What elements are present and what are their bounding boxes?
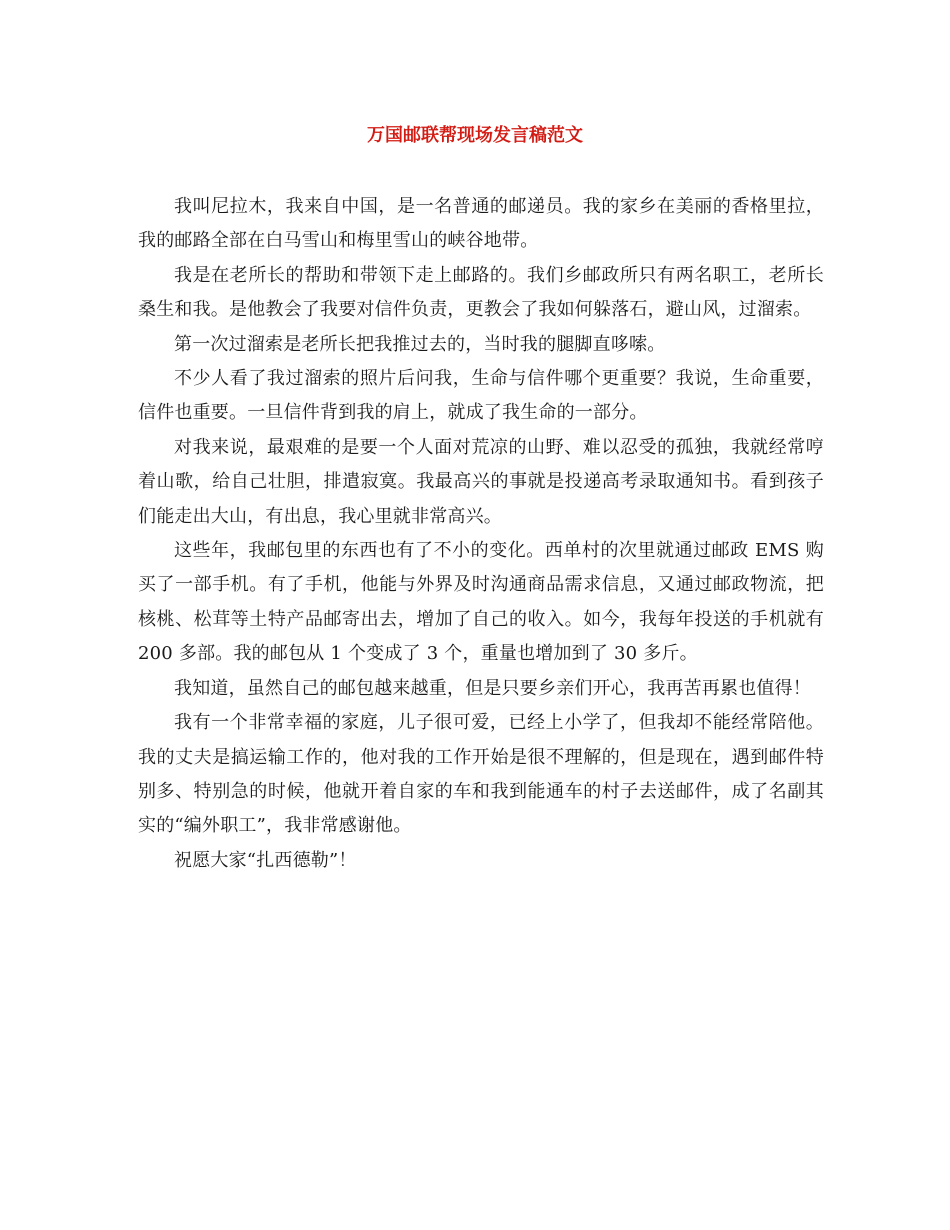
paragraph: 祝愿大家“扎西德勒”！ <box>174 849 357 871</box>
document-title: 万国邮联帮现场发言稿范文 <box>367 125 583 146</box>
paragraph: 对我来说，最艰难的是要一个人面对荒凉的山野、难以忍受的孤独，我就经常哼着山歌，给自己壮胆，排遣寂寞。我最高兴的事就是投递高考录取通知书。看到孩子们能走出大山，有出息，我心里就非常高兴。 <box>138 436 824 527</box>
paragraph: 我叫尼拉木，我来自中国，是一名普通的邮递员。我的家乡在美丽的香格里拉，我的邮路全部在白马雪山和梅里雪山的峡谷地带。 <box>138 196 824 252</box>
paragraph: 第一次过溜索是老所长把我推过去的，当时我的腿脚直哆嗦。 <box>174 333 666 355</box>
paragraph: 这些年，我邮包里的东西也有了不小的变化。西单村的次里就通过邮政 EMS 购买了一部手机。有了手机，他能与外界及时沟通商品需求信息，又通过邮政物流，把核桃、松茸等土特产品邮寄出去，增加了自己的收入。如今，我每年投送的手机就有 200 多部。我的邮包从 1 个变成了 3 个，重量也增加到了 30 多斤。 <box>138 540 824 665</box>
paragraph: 不少人看了我过溜索的照片后问我，生命与信件哪个更重要？我说，生命重要，信件也重要。一旦信件背到我的肩上，就成了我生命的一部分。 <box>138 368 824 424</box>
paragraph: 我有一个非常幸福的家庭，儿子很可爱，已经上小学了，但我却不能经常陪他。我的丈夫是搞运输工作的，他对我的工作开始是很不理解的，但是现在，遇到邮件特别多、特别急的时候，他就开着自家的车和我到能通车的村子去送邮件，成了名副其实的“编外职工”，我非常感谢他。 <box>138 712 824 837</box>
paragraph: 我知道，虽然自己的邮包越来越重，但是只要乡亲们开心，我再苦再累也值得！ <box>174 677 811 699</box>
document-body <box>138 190 824 878</box>
paragraph: 我是在老所长的帮助和带领下走上邮路的。我们乡邮政所只有两名职工，老所长桑生和我。是他教会了我要对信件负责，更教会了我如何躲落石，避山风，过溜索。 <box>138 264 824 321</box>
